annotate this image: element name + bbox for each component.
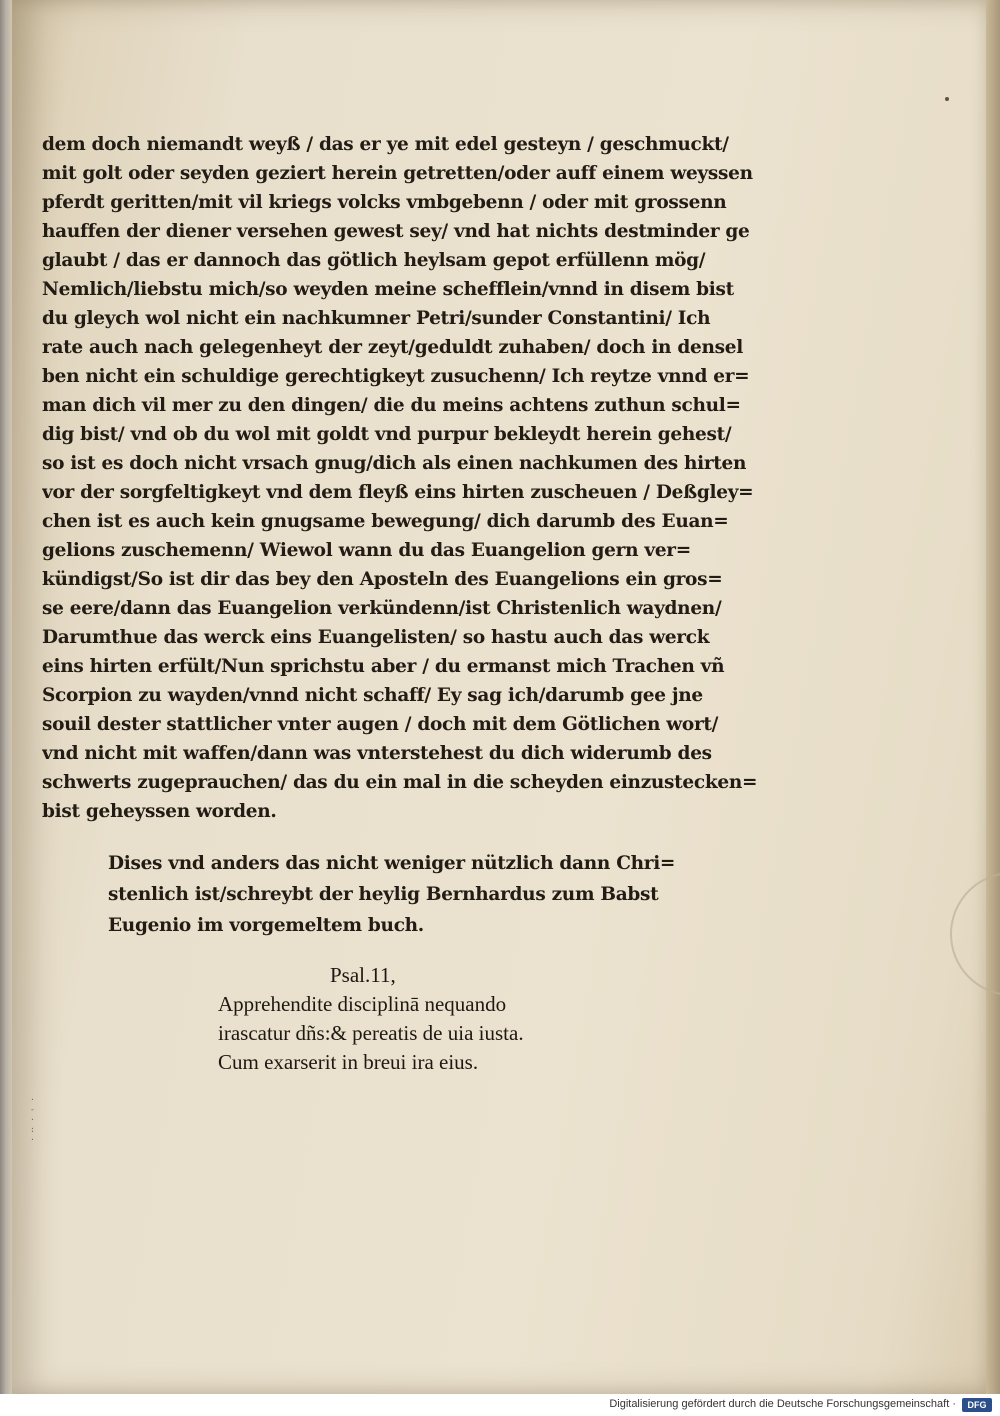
- text-line: vnd nicht mit waffen/dann was vnterstehest du dich widerumb des: [42, 743, 712, 764]
- text-line: schwerts zugeprauchen/ das du ein mal in die scheyden einzustecken=: [42, 772, 758, 793]
- psalm-line: Cum exarserit in breui ira eius.: [218, 1050, 479, 1074]
- text-line: souil dester stattlicher vnter augen / doch mit dem Götlichen wort/: [42, 714, 719, 735]
- text-line: se eere/dann das Euangelion verkündenn/ist Christenlich waydnen/: [42, 598, 722, 619]
- funding-credit: Digitalisierung gefördert durch die Deutsche Forschungsgemeinschaft ·: [609, 1398, 956, 1410]
- text-line: pferdt geritten/mit vil kriegs volcks vmbgebenn / oder mit grossenn: [42, 192, 727, 213]
- closing-line: stenlich ist/schreybt der heylig Bernhardus zum Babst: [108, 884, 659, 905]
- text-line: dem doch niemandt weyß / das er ye mit edel gesteyn / geschmuckt/: [42, 134, 729, 155]
- margin-specks: · ‑ · : ·: [30, 1095, 35, 1144]
- closing-line: Dises vnd anders das nicht weniger nützlich dann Chri=: [108, 853, 676, 874]
- text-line: mit golt oder seyden geziert herein getretten/oder auff einem weyssen: [42, 163, 753, 184]
- text-line: dig bist/ vnd ob du wol mit goldt vnd purpur bekleydt herein gehest/: [42, 424, 732, 445]
- text-line: ben nicht ein schuldige gerechtigkeyt zusuchenn/ Ich reytze vnnd er=: [42, 366, 750, 387]
- text-line: du gleych wol nicht ein nachkumner Petri/sunder Constantini/ Ich: [42, 308, 711, 329]
- dfg-logo: DFG: [962, 1398, 992, 1412]
- text-line: rate auch nach gelegenheyt der zeyt/geduldt zuhaben/ doch in densel: [42, 337, 743, 358]
- text-line: hauffen der diener versehen gewest sey/ vnd hat nichts destminder ge: [42, 221, 750, 242]
- ink-speck: [945, 97, 949, 101]
- closing-line: Eugenio im vorgemeltem buch.: [108, 915, 424, 936]
- digitization-footer: [0, 1394, 1000, 1416]
- text-line: gelions zuschemenn/ Wiewol wann du das Euangelion gern ver=: [42, 540, 691, 561]
- closing-paragraph: [108, 848, 728, 941]
- text-line: bist geheyssen worden.: [42, 801, 277, 822]
- text-line: Nemlich/liebstu mich/so weyden meine schefflein/vnnd in disem bist: [42, 279, 734, 300]
- psalm-line: irascatur dñs:& pereatis de uia iusta.: [218, 1021, 524, 1045]
- main-text-block: [42, 130, 762, 826]
- text-line: eins hirten erfült/Nun sprichstu aber / du ermanst mich Trachen vñ: [42, 656, 725, 677]
- text-line: so ist es doch nicht vrsach gnug/dich als einen nachkumen des hirten: [42, 453, 747, 474]
- text-line: man dich vil mer zu den dingen/ die du meins achtens zuthun schul=: [42, 395, 741, 416]
- psalm-reference: Psal.11,: [330, 963, 396, 987]
- text-line: kündigst/So ist dir das bey den Aposteln des Euangelions ein gros=: [42, 569, 723, 590]
- text-line: chen ist es auch kein gnugsame bewegung/ dich darumb des Euan=: [42, 511, 729, 532]
- text-line: vor der sorgfeltigkeyt vnd dem fleyß eins hirten zuscheuen / Deßgley=: [42, 482, 754, 503]
- text-line: Darumthue das werck eins Euangelisten/ so hastu auch das werck: [42, 627, 710, 648]
- text-line: Scorpion zu wayden/vnnd nicht schaff/ Ey sag ich/darumb gee jne: [42, 685, 703, 706]
- psalm-quote: [218, 960, 618, 1077]
- text-line: glaubt / das er dannoch das götlich heylsam gepot erfüllenn mög/: [42, 250, 706, 271]
- psalm-line: Apprehendite disciplinā nequando: [218, 992, 507, 1016]
- page-edge: [986, 0, 1000, 1394]
